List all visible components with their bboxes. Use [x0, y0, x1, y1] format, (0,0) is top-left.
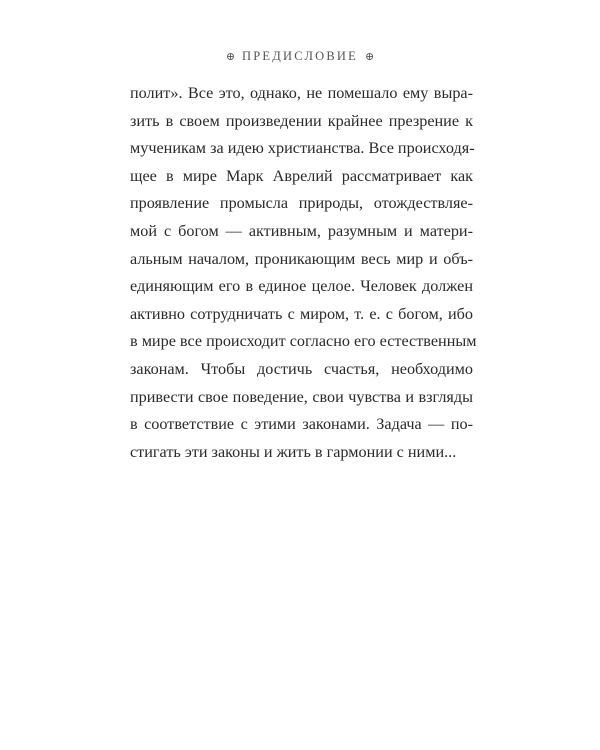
text-line: стигать эти законы и жить в гармонии с ними...	[130, 442, 457, 461]
text-line: привести свое поведение, свои чувства и взгляды	[130, 387, 473, 406]
ornament-left-icon: ⊕	[225, 51, 236, 63]
text-line: активно сотрудничать с миром, т. е. с богом, ибо	[130, 304, 473, 323]
text-line: зить в своем произведении крайнее презрение к	[130, 111, 473, 130]
text-line: в мире все происходит согласно его естественным	[130, 332, 477, 351]
text-line: щее в мире Марк Аврелий рассматривает как	[130, 166, 473, 185]
running-header	[0, 49, 600, 64]
text-line: законам. Чтобы достичь счастья, необходимо	[130, 359, 473, 378]
text-line: полит». Все это, однако, не помешало ему выра-	[130, 84, 473, 102]
text-line: мой с богом — активным, разумным и матери-	[130, 221, 473, 240]
text-line: в соответствие с этими законами. Задача — по-	[130, 415, 473, 434]
text-line: единяющим его в единое целое. Человек должен	[130, 277, 473, 296]
ornament-right-icon: ⊕	[364, 51, 375, 63]
text-line: альным началом, проникающим весь мир и объ-	[130, 249, 473, 268]
body-text	[130, 80, 477, 466]
text-line: мученикам за идею христианства. Все происходя-	[130, 139, 475, 158]
text-line: проявление промысла природы, отождествляе-	[130, 194, 473, 213]
page-title: ПРЕДИСЛОВИЕ	[242, 49, 358, 63]
